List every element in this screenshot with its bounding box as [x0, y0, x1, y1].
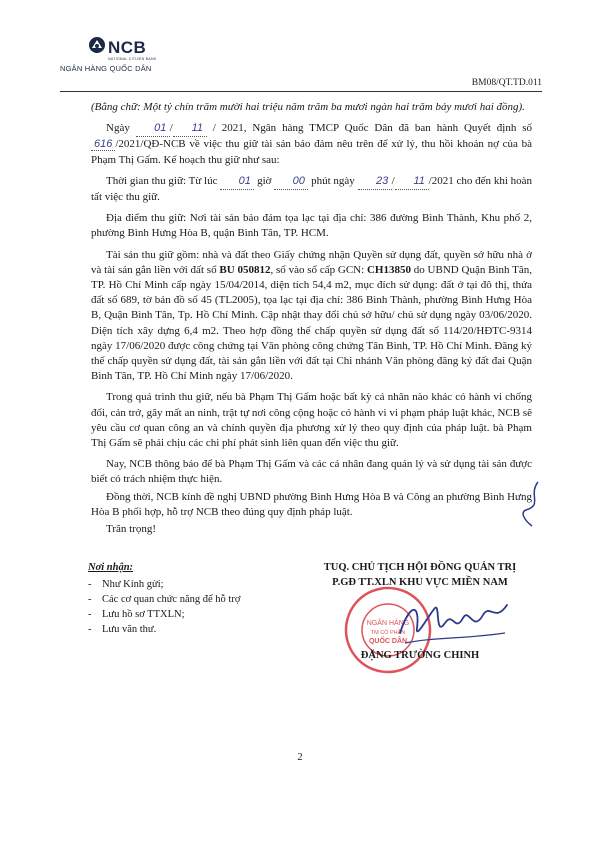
text-segment: / — [169, 122, 173, 135]
signer-name: ĐẶNG TRƯỜNG CHINH — [360, 650, 480, 661]
text-segment: Tài sản thu giữ gồm: nhà và đất theo Giấy chứng nhận Quyền sử dụng đất, quyền sở hữu nhà ở và tài sản gắn liền với đất số — [91, 248, 532, 276]
handwritten-day: 01 — [136, 121, 170, 137]
svg-text:TM CỔ PHẦN: TM CỔ PHẦN — [370, 630, 406, 636]
logo-tagline: NGÂN HÀNG QUỐC DÂN — [60, 64, 152, 73]
paragraph-decision — [91, 121, 532, 168]
text-segment: Thời gian thu giữ: Từ lúc — [106, 174, 218, 187]
ncb-logo — [60, 32, 170, 82]
ncb-emblem-icon — [88, 36, 106, 54]
logo-subtitle: NATIONAL CITIZEN BANK — [108, 57, 157, 61]
handwritten-seizure-day: 23 — [358, 174, 392, 190]
svg-text:NGÂN HÀNG: NGÂN HÀNG — [366, 620, 410, 627]
text-segment: , số vào sổ cấp GCN: — [270, 263, 365, 276]
page-number: 2 — [297, 752, 303, 763]
handwritten-seizure-month: 11 — [395, 174, 429, 190]
signature-title-1: TUQ. CHỦ TỊCH HỘI ĐỒNG QUẢN TRỊ — [323, 562, 517, 573]
handwritten-month: 11 — [173, 121, 207, 137]
paragraph-location: Địa điểm thu giữ: Nơi tài sản bảo đảm tọa lạc tại địa chỉ: 386 đường Bình Thành, Khu phố 2, phường Bình Hưng Hòa B, quận Bình Tân, TP. HCM. — [91, 212, 532, 240]
recipient-item: - Lưu văn thư. — [88, 622, 240, 637]
svg-text:QUỐC DÂN: QUỐC DÂN — [368, 638, 408, 645]
certificate-number: BU 050812 — [219, 263, 271, 276]
paragraph-obstruction: Trong quá trình thu giữ, nếu bà Phạm Thị Gấm hoặc bất kỳ cá nhân nào khác có hành vi chống đối, cản trở, gây mất an ninh, trật tự nơi công cộng hoặc có hành vi vi phạm pháp luật khác, NCB sẽ yêu cầu cơ quan công an và chính quyền địa phương xử lý theo quy định của pháp luật. bà Phạm Thị Gấm sẽ phải chịu các chi phí phát sinh liên quan đến việc thu giữ. — [91, 391, 532, 450]
header-divider — [60, 91, 542, 92]
approval-mark — [518, 480, 548, 530]
paragraph-request: Đồng thời, NCB kính đề nghị UBND phường Bình Hưng Hòa B và Công an phường Bình Hưng Hòa B phối hợp, hỗ trợ NCB theo đúng quy định pháp luật. — [91, 490, 532, 518]
handwritten-decision-number: 616 — [91, 138, 115, 151]
text-segment: phút ngày — [311, 174, 355, 187]
amount-in-words: (Bằng chữ: Một tỷ chín trăm mười hai triệu năm trăm ba mươi ngàn hai trăm bảy mươi hai đồng). — [91, 101, 525, 113]
signature-title-2: P.GĐ TT.XLN KHU VỰC MIỀN NAM — [332, 577, 508, 588]
closing-greeting: Trân trọng! — [106, 523, 157, 536]
text-segment: giờ — [257, 174, 272, 187]
recipients-block — [88, 560, 240, 637]
paragraph-assets — [91, 248, 532, 385]
logo-name: NCB — [108, 38, 147, 57]
text-segment: /2021 cho đến khi hoàn tất việc thu giữ. — [91, 174, 533, 204]
recipient-item: - Như Kính gửi; — [88, 577, 240, 592]
text-segment: /2021/QĐ-NCB về việc thu giữ tài sản bảo đảm nêu trên để xử lý, thu hồi khoản nợ của bà Phạm Thị Gấm. Kế hoạch thu giữ như sau: — [91, 138, 532, 166]
handwritten-signature — [395, 593, 515, 653]
text-segment: / 2021, Ngân hàng TMCP Quốc Dân đã ban hành Quyết định số — [212, 122, 533, 135]
text-segment: Ngày — [106, 122, 130, 135]
paragraph-notice: Nay, NCB thông báo để bà Phạm Thị Gấm và các cá nhân đang quản lý và sử dụng tài sản được biết có trách nhiệm thực hiện. — [91, 458, 532, 486]
paragraph-time — [91, 174, 532, 205]
registry-number: CH13850 — [366, 263, 411, 276]
recipient-item: - Lưu hồ sơ TTXLN; — [88, 607, 240, 622]
handwritten-minute: 00 — [274, 174, 308, 190]
recipients-title: Nơi nhận: — [88, 562, 134, 573]
text-segment: / — [391, 174, 395, 187]
recipient-item: - Các cơ quan chức năng để hỗ trợ — [88, 592, 240, 607]
text-segment: do UBND Quận Bình Tân, TP. Hồ Chí Minh cấp ngày 15/04/2014, diện tích 54,4 m2, mục đích sử dụng: đất ở tại đô thị, thửa đất số 689, tờ bản đồ số 45 (TL2005), tọa lạc tại địa chỉ: 386 Bình Thành, phường Bình Hưng Hòa B, Quận Bình Tân, Tp. Hồ Chí Minh. Cập nhật thay đổi chủ sở hữu/ chủ sử dụng ngày 03/06/2020. Diện tích xây dựng 6,4 m2. Theo hợp đồng thế chấp quyền sử dụng đất số 114/20/HĐTC-9314 ngày 17/06/2020 được công chứng tại Văn phòng công chứng Tân Bình, TP. Hồ Chí Minh. Đăng ký thế chấp quyền sử dụng đất, tài sản gắn liền với đất tại Chi nhánh Văn phòng đăng ký đất đai Quận Bình Tân, TP. Hồ Chí Minh ngày 17/06/2020. — [91, 263, 532, 383]
document-code: BM08/QT.TD.011 — [471, 78, 542, 88]
document-body — [91, 100, 532, 543]
handwritten-hour: 01 — [220, 174, 254, 190]
